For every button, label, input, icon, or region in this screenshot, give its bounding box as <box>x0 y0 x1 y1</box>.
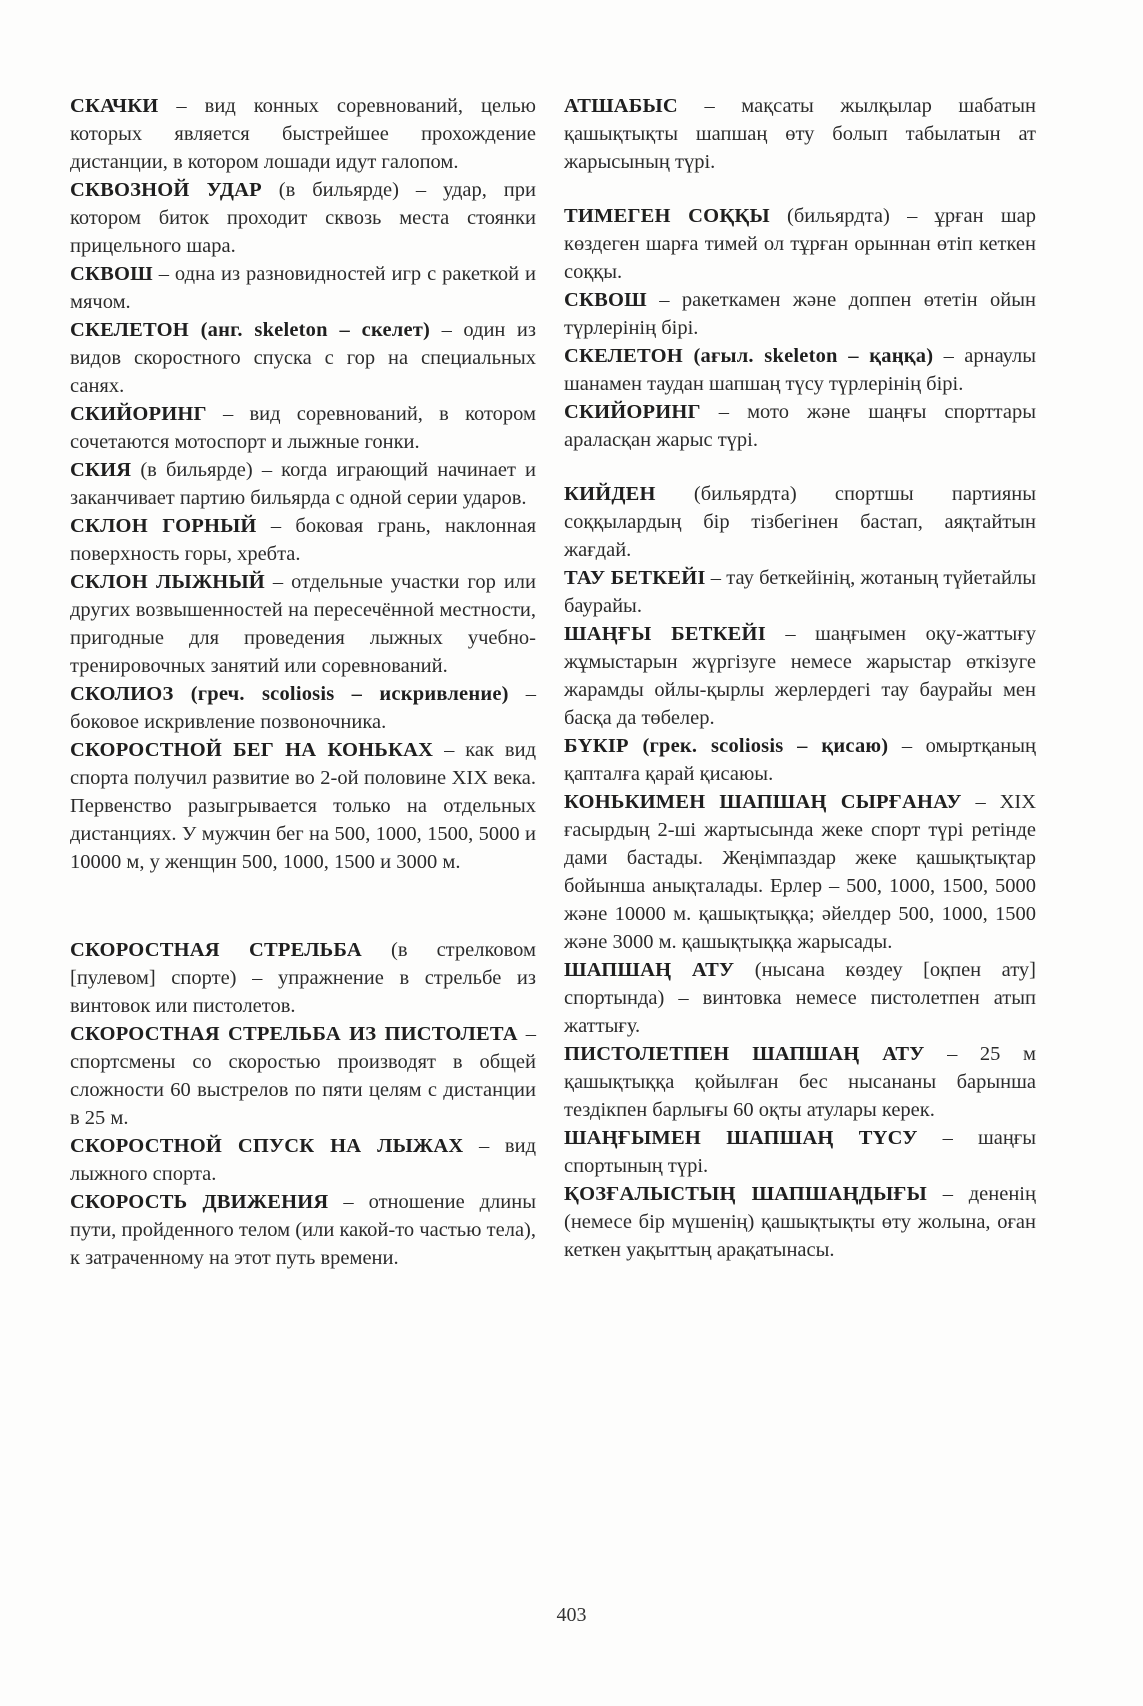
entry-definition: – 25 м қашықтыққа қойылған бес нысананы барынша тездікпен барлығы 60 оқты атулары керек. <box>564 1043 1036 1121</box>
entry-term: СКВОШ <box>70 263 153 285</box>
entry-skvosh <box>70 260 536 316</box>
entry-term: ШАҢҒЫМЕН ШАПШАҢ ТҮСУ <box>564 1127 918 1149</box>
entry-term: ПИСТОЛЕТПЕН ШАПШАҢ АТУ <box>564 1043 925 1065</box>
entry-term: СКЕЛЕТОН (ағыл. skeleton – қаңқа) <box>564 345 934 367</box>
entry-timegen-sokky <box>564 202 1036 286</box>
entry-skolioz <box>70 680 536 736</box>
entry-definition: (в бильярде) – удар, при котором биток проходит сквозь места стоянки прицельного шара. <box>70 179 537 257</box>
entry-definition: (нысана көздеу [оқпен ату] спортында) – винтовка немесе пистолетпен атып жаттығу. <box>564 959 1036 1037</box>
entry-term: ШАПШАҢ АТУ <box>564 959 735 981</box>
entry-term: СКОРОСТНАЯ СТРЕЛЬБА <box>70 939 362 961</box>
entry-definition: – отношение длины пути, пройденного телом (или какой-то частью тела), к затраченному на этот путь времени. <box>70 1191 536 1269</box>
entry-definition: – шаңғымен оқу-жаттығу жұмыстарын жүргізуге немесе жарыстар өткізуге жарамды ойлы-қырлы жерлердегі тау баурайы мен басқа да төбелер. <box>564 623 1036 729</box>
entry-bukir <box>564 732 1036 788</box>
entry-skvoznoy-udar <box>70 176 536 260</box>
entry-skorostnoy-beg <box>70 736 536 876</box>
entry-definition: (в стрелковом [пулевом] спорте) – упражнение в стрельбе из винтовок или пистолетов. <box>70 939 536 1017</box>
entry-shangy-betkeyi <box>564 620 1036 732</box>
entry-term: СКЛОН ЛЫЖНЫЙ <box>70 571 265 593</box>
entry-definition: – одна из разновидностей игр с ракеткой и мячом. <box>70 263 536 313</box>
entry-shapshan-atu <box>564 956 1036 1040</box>
entry-skiya <box>70 456 536 512</box>
entry-definition: – один из видов скоростного спуска с гор на специальных санях. <box>70 319 536 397</box>
entry-term: СКИЯ <box>70 459 132 481</box>
entry-sklon-gorny <box>70 512 536 568</box>
entry-definition: (бильярдта) спортшы партияны соққылардың бір тізбегінен бастап, аяқтайтын жағдай. <box>564 483 1036 561</box>
entry-term: АТШАБЫС <box>564 95 678 117</box>
entry-term: ҚОЗҒАЛЫСТЫҢ ШАПШАҢДЫҒЫ <box>564 1183 927 1205</box>
entry-term: СКИЙОРИНГ <box>564 401 701 423</box>
entry-skiyoring-kz <box>564 398 1036 454</box>
entry-term: СКОРОСТНАЯ СТРЕЛЬБА ИЗ ПИСТОЛЕТА <box>70 1023 518 1045</box>
entry-term: ШАҢҒЫ БЕТКЕЙІ <box>564 623 766 645</box>
section-gap <box>564 454 1036 480</box>
entry-sklon-lyzhny <box>70 568 536 680</box>
section-gap <box>70 876 536 936</box>
entry-term: СКАЧКИ <box>70 95 159 117</box>
entry-term: СКОРОСТНОЙ БЕГ НА КОНЬКАХ <box>70 739 434 761</box>
entry-definition: – боковая грань, наклонная поверхность горы, хребта. <box>70 515 536 565</box>
entry-term: СКЕЛЕТОН (анг. skeleton – скелет) <box>70 319 431 341</box>
entry-definition: – вид лыжного спорта. <box>70 1135 536 1185</box>
entry-term: ТИМЕГЕН СОҚҚЫ <box>564 205 770 227</box>
entry-definition: – тау беткейінің, жотаның түйетайлы баурайы. <box>564 567 1036 617</box>
entry-term: КОНЬКИМЕН ШАПШАҢ СЫРҒАНАУ <box>564 791 962 813</box>
entry-definition: – вид конных соревнований, целью которых является быстрейшее прохождение дистанции, в котором лошади идут галопом. <box>70 95 536 173</box>
entry-term: КИЙДЕН <box>564 483 656 505</box>
entry-term: ТАУ БЕТКЕЙІ <box>564 567 706 589</box>
entry-skachki <box>70 92 536 176</box>
entry-definition: – как вид спорта получил развитие во 2-ой половине XIX века. Первенство разыгрывается только на отдельных дистанциях. У мужчин бег на 500, 1000, 1500, 5000 и 10000 м, у женщин 500, 1000, 1500 и 3000 м. <box>70 739 536 873</box>
entry-definition: – дененің (немесе бір мүшенің) қашықтықты өту жолына, оған кеткен уақыттың арақатынасы. <box>564 1183 1036 1261</box>
right-column-kazakh <box>564 92 1036 1264</box>
entry-definition: – арнаулы шанамен таудан шапшаң түсу түрлерінің бірі. <box>564 345 1037 395</box>
left-column-russian <box>70 92 536 1272</box>
entry-term: СКВОЗНОЙ УДАР <box>70 179 262 201</box>
entry-definition: – спортсмены со скоростью производят в общей сложности 60 выстрелов по пяти целям с дистанции в 25 м. <box>70 1023 536 1129</box>
entry-definition: – омыртқаның қапталға қарай қисаюы. <box>564 735 1036 785</box>
entry-term: СКИЙОРИНГ <box>70 403 207 425</box>
entry-definition: – XIX ғасырдың 2-ші жартысында жеке спорт түрі ретінде дами бастады. Жеңімпаздар жеке қашықтықтар бойынша анықталады. Ерлер – 500, 1000, 1500, 5000 және 10000 м. қашықтыққа; әйелдер 500, 1000, 1500 және 3000 м. қашықтыққа жарысады. <box>564 791 1037 953</box>
entry-term: СКЛОН ГОРНЫЙ <box>70 515 257 537</box>
entry-term: СКОРОСТНОЙ СПУСК НА ЛЫЖАХ <box>70 1135 464 1157</box>
entry-definition: – мақсаты жылқылар шабатын қашықтықты шапшаң өту болып табылатын ат жарысының түрі. <box>564 95 1036 173</box>
entry-definition: – ракеткамен және доппен өтетін ойын түрлерінің бірі. <box>564 289 1036 339</box>
entry-strelba-iz-pistoleta <box>70 1020 536 1132</box>
entry-definition: – боковое искривление позвоночника. <box>70 683 536 733</box>
entry-definition: – мото және шаңғы спорттары араласқан жарыс түрі. <box>564 401 1036 451</box>
entry-definition: (в бильярде) – когда играющий начинает и заканчивает партию бильярда с одной серии ударов. <box>70 459 536 509</box>
entry-term: СКОЛИОЗ (греч. scoliosis – искривление) <box>70 683 509 705</box>
entry-tau-betkeyi <box>564 564 1036 620</box>
entry-definition: – шаңғы спортының түрі. <box>564 1127 1036 1177</box>
entry-skeleton-kz <box>564 342 1036 398</box>
entry-definition: (бильярдта) – ұрған шар көздеген шарға тимей ол тұрған орыннан өтіп кеткен соққы. <box>564 205 1036 283</box>
entry-definition: – отдельные участки гор или других возвышенностей на пересечённой местности, пригодные для проведения лыжных учебно-тренировочных занятий или соревнований. <box>70 571 536 677</box>
entry-atshabys <box>564 92 1036 176</box>
entry-skorostnaya-strelba <box>70 936 536 1020</box>
entry-kozgalystyn-shapshandygy <box>564 1180 1036 1264</box>
entry-term: БҮКІР (грек. scoliosis – қисаю) <box>564 735 889 757</box>
entry-skorostnoy-spusk <box>70 1132 536 1188</box>
entry-skiyoring <box>70 400 536 456</box>
entry-definition: – вид соревнований, в котором сочетаются мотоспорт и лыжные гонки. <box>70 403 536 453</box>
entry-skvosh-kz <box>564 286 1036 342</box>
entry-term: СКВОШ <box>564 289 647 311</box>
page-number: 403 <box>556 1604 587 1626</box>
entry-skeleton <box>70 316 536 400</box>
entry-pistoletpen-atu <box>564 1040 1036 1124</box>
entry-skorost-dvizheniya <box>70 1188 536 1272</box>
entry-shangymen-tusu <box>564 1124 1036 1180</box>
entry-term: СКОРОСТЬ ДВИЖЕНИЯ <box>70 1191 329 1213</box>
entry-konkimen-syrganau <box>564 788 1036 956</box>
entry-kiyden <box>564 480 1036 564</box>
section-gap <box>564 176 1036 202</box>
